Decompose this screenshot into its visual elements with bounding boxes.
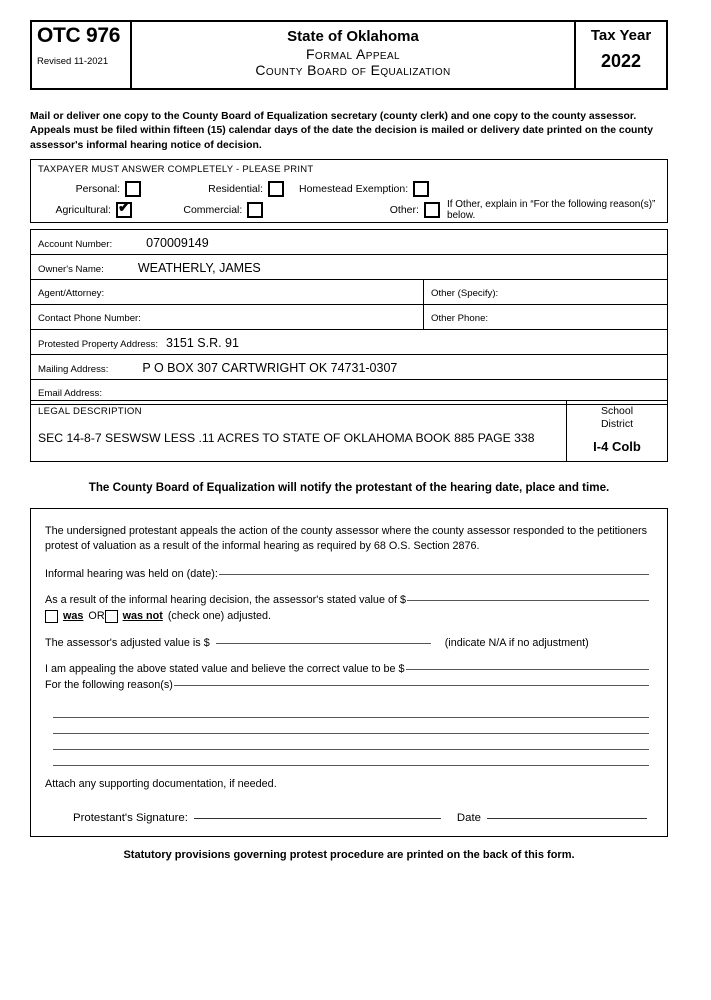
contact-phone-label: Contact Phone Number: (38, 313, 141, 324)
agricultural-label: Agricultural: (55, 203, 111, 216)
header-tax-year-block (574, 22, 666, 88)
stated-value-input[interactable] (407, 600, 649, 601)
form-revision-date: Revised 11-2021 (37, 56, 109, 68)
table-row (31, 255, 667, 280)
signature-input[interactable] (194, 818, 441, 819)
account-number-cell[interactable] (31, 230, 667, 254)
other-checkbox[interactable] (424, 202, 440, 218)
legal-description-text: SEC 14-8-7 SESWSW LESS .11 ACRES TO STATE OF OKLAHOMA BOOK 885 PAGE 338 (38, 431, 535, 445)
tax-year-label: Tax Year (590, 27, 652, 44)
reasons-blank-line[interactable] (53, 750, 649, 766)
account-number-value: 070009149 (146, 236, 209, 250)
other-phone-label: Other Phone: (431, 313, 489, 324)
school-district-label-line2: District (600, 418, 634, 431)
taxpayer-classification-section (30, 159, 668, 223)
table-row (31, 330, 667, 355)
statutory-provisions-note: Statutory provisions governing protest procedure are printed on the back of this form. (123, 849, 575, 861)
table-row (31, 280, 667, 305)
stated-value-label: As a result of the informal hearing decision, the assessor's stated value of $ (45, 593, 406, 606)
signature-row (45, 812, 649, 824)
protested-address-value: 3151 S.R. 91 (165, 336, 239, 350)
protested-address-cell[interactable] (31, 330, 667, 354)
header-form-identity (32, 22, 132, 88)
homestead-label: Homestead Exemption: (299, 182, 409, 195)
legal-description-cell (31, 401, 567, 461)
personal-checkbox[interactable] (125, 181, 141, 197)
adjusted-value-label: The assessor's adjusted value is $ (45, 636, 210, 649)
signature-label: Protestant's Signature: (73, 811, 188, 824)
taxpayer-section-heading: TAXPAYER MUST ANSWER COMPLETELY - PLEASE PRINT (38, 164, 314, 175)
protested-address-label: Protested Property Address: (38, 339, 158, 350)
reasons-blank-lines (45, 702, 649, 766)
reasons-label: For the following reason(s) (45, 678, 173, 691)
check-one-note: (check one) adjusted. (167, 610, 272, 623)
correct-value-row (45, 663, 649, 675)
classification-checkbox-grid (38, 178, 660, 220)
reasons-blank-line[interactable] (53, 702, 649, 718)
agent-attorney-label: Agent/Attorney: (38, 288, 105, 299)
commercial-label: Commercial: (183, 203, 243, 216)
was-not-label: was not (122, 610, 163, 623)
school-district-cell (567, 401, 667, 461)
date-input[interactable] (487, 818, 647, 819)
contact-phone-cell[interactable] (31, 305, 424, 329)
form-subtitle: County Board of Equalization (255, 62, 451, 78)
reasons-blank-line[interactable] (53, 718, 649, 734)
hearing-notification-note: The County Board of Equalization will notify the protestant of the hearing date, place and time. (88, 481, 610, 494)
date-label: Date (456, 811, 481, 824)
legal-description-section (30, 400, 668, 462)
mailing-address-cell[interactable] (31, 355, 667, 379)
owner-name-cell[interactable] (31, 255, 667, 279)
taxpayer-info-table (30, 229, 668, 405)
adjusted-value-note: (indicate N/A if no adjustment) (444, 636, 589, 649)
form-number: OTC 976 (37, 24, 121, 47)
agricultural-checkbox[interactable] (116, 202, 132, 218)
appeal-statement-section (30, 508, 668, 837)
residential-checkbox[interactable] (268, 181, 284, 197)
reasons-row (45, 679, 649, 691)
form-header (30, 20, 668, 90)
informal-hearing-date-label: Informal hearing was held on (date): (45, 567, 218, 580)
header-title-block (132, 22, 574, 88)
other-phone-cell[interactable] (424, 305, 667, 329)
mailing-address-value: P O BOX 307 CARTWRIGHT OK 74731-0307 (142, 361, 398, 375)
informal-hearing-date-input[interactable] (219, 574, 649, 575)
other-specify-cell[interactable] (424, 280, 667, 304)
or-label: OR (88, 610, 105, 623)
filing-instructions: Mail or deliver one copy to the County Board of Equalization secretary (county clerk) and one copy to the county assessor. Appeals must be filed within fifteen (15) calendar days of the date the decision is mailed or delivery date printed on the county assessor's informal hearing notice of decision. (30, 111, 653, 151)
correct-value-label: I am appealing the above stated value and believe the correct value to be $ (45, 662, 405, 675)
classification-row-one (38, 178, 660, 199)
form-title: Formal Appeal (305, 46, 400, 62)
reasons-blank-line[interactable] (53, 734, 649, 750)
table-row (31, 305, 667, 330)
was-not-checkbox[interactable] (105, 610, 118, 623)
stated-value-row (45, 594, 649, 606)
appeal-paragraph: The undersigned protestant appeals the action of the county assessor where the county assessor responded to the petitioners protest of valuation as a result of the informal hearing as required by 68 O.S. Section 2876. (45, 525, 648, 553)
email-address-label: Email Address: (38, 388, 102, 399)
homestead-exemption-checkbox[interactable] (413, 181, 429, 197)
commercial-checkbox[interactable] (247, 202, 263, 218)
agent-attorney-cell[interactable] (31, 280, 424, 304)
classification-row-two (38, 199, 660, 220)
other-explain-note: If Other, explain in “For the following reason(s)” below. (446, 198, 656, 221)
informal-hearing-date-row (45, 568, 649, 580)
residential-label: Residential: (208, 182, 263, 195)
legal-description-heading: LEGAL DESCRIPTION (38, 406, 142, 417)
attach-documentation-note: Attach any supporting documentation, if needed. (45, 777, 277, 790)
table-row (31, 230, 667, 255)
adjustment-checkbox-row (45, 610, 649, 623)
table-row (31, 355, 667, 380)
owner-name-value: WEATHERLY, JAMES (137, 261, 261, 275)
adjusted-value-row (45, 637, 649, 649)
was-checkbox[interactable] (45, 610, 58, 623)
other-label: Other: (389, 203, 419, 216)
school-district-value: I-4 Colb (593, 439, 641, 455)
account-number-label: Account Number: (38, 239, 113, 250)
school-district-label-line1: School (600, 405, 634, 417)
was-label: was (63, 610, 84, 623)
tax-year-value: 2022 (600, 51, 642, 71)
mailing-address-label: Mailing Address: (38, 364, 109, 375)
personal-label: Personal: (75, 182, 120, 195)
correct-value-input[interactable] (406, 669, 649, 670)
owner-name-label: Owner's Name: (38, 264, 104, 275)
state-title: State of Oklahoma (287, 28, 419, 45)
adjusted-value-input[interactable] (216, 643, 431, 644)
other-specify-label: Other (Specify): (431, 288, 499, 299)
reasons-input[interactable] (174, 685, 649, 686)
